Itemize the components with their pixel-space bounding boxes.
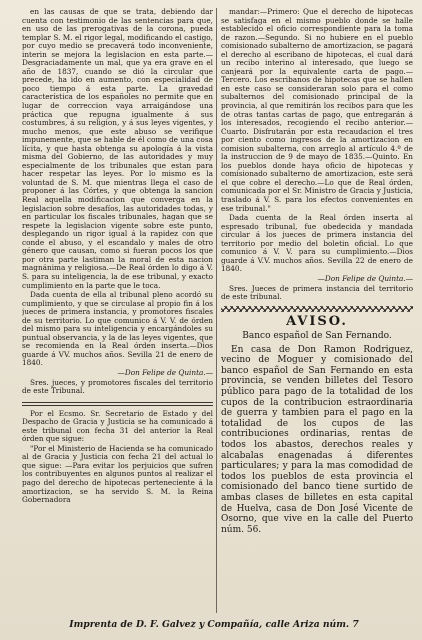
right-column: [221, 8, 413, 620]
article-paragraph: Dada cuenta de la Real órden inserta al espresado tribunal, fue obedecida y mandada circular á los jueces de primera instancia del territorio por medio del boletin oficial. Lo que comunico á V. V. para su cumplimiento.—Dios guarde á V.V. muchos años. Sevilla 22 de enero de 1840.: [221, 213, 413, 274]
signature-line: [22, 369, 213, 378]
notice-title: AVISO.: [286, 313, 348, 329]
article-paragraph: Por el Ecsmo. Sr. Secretario de Estado y del Despacho de Gracia y Justicia se ha comunicado á este tribunal con fecha 31 del anterior la Real órden que sigue:: [22, 408, 213, 444]
printer-imprint: Imprenta de D. F. Galvez y Compañía, calle Ariza núm. 7: [69, 619, 359, 630]
signature-line: [221, 275, 413, 284]
article-paragraph: mandar:—Primero: Que el derecho de hipotecas se satisfaga en el mismo pueblo donde se halle establecido el oficio correspondiente para la toma de razon.—Segundo. Si no hubiere en el pueblo comisionado subalterno de amortizacion, se pagará el derecho al escribano de hipotecas, el cual dará un recibo interino al interesado, que luego se canjeará por la equivalente carta de pago.—Tercero. Los escribanos de hipotecas que se hallen en este caso se consideraran solo para el como subalternos del comisionado principal de la provincia, al que remitirán los recibos para que les de otras tantas cartas de pago, que entregarán á los interesados, recogiendo el recibo anterior.—Cuarto. Disfrutarán por esta recaudacion el tres por ciento como ingresos de la amortizacion en comision subalterna, con arreglo al artículo 4.º de la instruccion de 9 de mayo de 1835.—Quinto. En los pueblos donde haya oficio de hipotecas y comisionado subalterno de amortizacion, este será el que cobre el derecho.—Lo que de Real órden, comunicada por el Sr. Ministro de Gracia y Justicia, traslado á V. S. para los efectos convenientes en ese tribunal.": [221, 8, 413, 213]
article-paragraph: Dada cuenta de ella al tribunal pleno acordó su cumplimiento, y que se circulase al propio fin á los jueces de primera instancia, y promotores fiscales de su territorio. Lo que comunico á V. V. de órden del mismo para su inteligencia y encargándoles su puntual observancia, y la de las leyes vigentes, que se recomienda en la Real órden inserta.—Dios guarde á VV. muchos años. Sevilla 21 de enero de 1840.: [22, 290, 213, 368]
signature: —Don Felipe de Quinta.—: [117, 367, 213, 377]
notice-subtitle: Banco español de San Fernando.: [242, 330, 392, 341]
signature: —Don Felipe de Quinta.—: [317, 273, 413, 283]
column-divider: [216, 8, 217, 613]
left-column: [22, 8, 213, 620]
article-paragraph: en las causas de que se trata, debiendo dar cuenta con testimonio de las sentencias para que, en uso de las prerogativas de la corona, pueda templar S. M. el rigor legal, modificando el castigo, por cuyo medio se precaverá todo inconveniente, interin se mejora la legislacion en esta parte.—Desgraciadamente un mal, que ya era grave en el año de 1837, cuando se dió la circular que precede, ha ido en aumento, con especialidad de poco tiempo á esta parte. La gravedad característica de los españoles no permite que en lugar de correccion vaya arraigándose una práctica que repugna igualmente á sus costumbres, á su religion, y á sus leyes vigentes, y mucho menos, que este abuso se verifique impunemente, que se hable de él como de una cosa lícita, y que hasta obtenga su apología á la vista misma del Gobierno, de las autoridades y muy especialmente de los tribunales que estan para hacer respetar las leyes. Por lo mismo es la voluntad de S. M. que mientras llega el caso de proponer á las Córtes, y que obtenga la sancion Real aquella modificacion que converga en la legislacion sobre desafíos, las autoridades todas, y en particular los fiscales tribunales, hagan que se respete la legislacion vigente sobre este punto, desplegando un rigor igual á la rapidez con que conde el abuso, y el escandalo y males de otro género que causan, como si fueran pocos los que por otra parte lastiman la moral de esta nacion magnánima y religiosa.—De Real órden lo digo á V. S. para su inteligencia, la de ese tribunal, y exacto cumplimiento en la parte que le toca.: [22, 8, 213, 290]
notice-text: En casa de Don Ramon Rodriguez, vecino de Moguer y comisionado del banco español de San Fernando en esta provincia, se venden billetes del Tesoro público para pago de la totalidad de los cupos de la contribucion estraordinaria de guerra y tambien para el pago en la totalidad de los cupos de las contribuciones ordinarias, rentas de todos los abastos, derechos reales y alcabalas enagenadas á diferentes particulares; y para la mas comodidad de todos los pueblos de esta provincia el comisionado del banco tiene surtido de ambas clases de billetes en esta capital de Huelva, casa de Don José Vicente de Osorno, que vive en la calle del Puerto núm. 56.: [221, 344, 413, 535]
section-divider: [22, 402, 213, 406]
ornamental-divider: [221, 306, 413, 312]
notice-body: [221, 345, 413, 536]
addressee: Sres. Jueces de primera instancia del territorio de este tribunal.: [221, 283, 413, 302]
addressee: Sres. jueces, y promotores fiscales del territorio de este Tribunal.: [22, 377, 213, 396]
article-paragraph: "Por el Ministerio de Hacienda se ha comunicado al de Gracia y Justicia con fecha 21 del actual lo que sigue: —Para evitar los perjuicios que sufren los contribuyentes en algunos puntos al realizar el pago del derecho de hipotecas perteneciente á la amortizacion, se ha servido S. M. la Reina Gobernadora: [22, 443, 213, 505]
